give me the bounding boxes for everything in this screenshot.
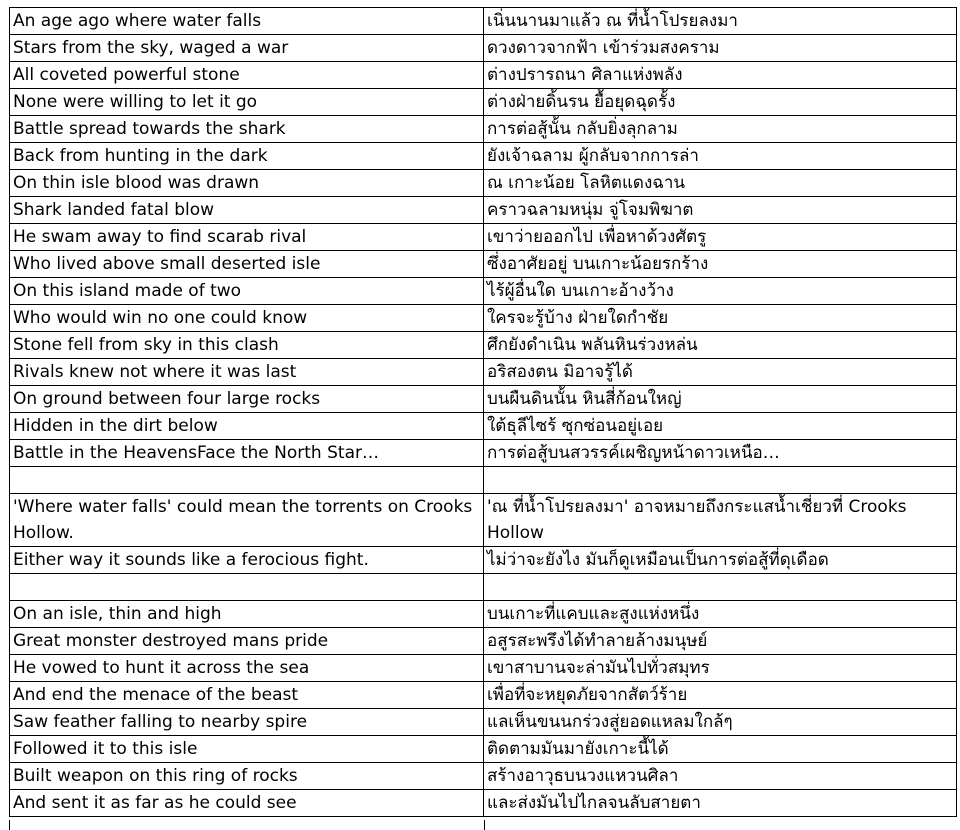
english-cell[interactable]: Saw feather falling to nearby spire — [10, 709, 484, 736]
english-cell[interactable]: An age ago where water falls — [10, 8, 484, 35]
table-row — [10, 628, 957, 655]
thai-cell[interactable]: เพื่อที่จะหยุดภัยจากสัตว์ร้าย — [484, 682, 957, 709]
english-cell[interactable]: All coveted powerful stone — [10, 62, 484, 89]
table-row — [10, 197, 957, 224]
english-cell[interactable]: Hidden in the dirt below — [10, 413, 484, 440]
english-cell[interactable]: On ground between four large rocks — [10, 386, 484, 413]
english-cell[interactable]: 'Where water falls' could mean the torrents on Crooks Hollow. — [10, 494, 484, 547]
table-row — [10, 35, 957, 62]
english-cell[interactable]: Stone fell from sky in this clash — [10, 332, 484, 359]
thai-cell[interactable]: ต่างปรารถนา ศิลาแห่งพลัง — [484, 62, 957, 89]
table-row — [10, 305, 957, 332]
thai-cell[interactable] — [484, 467, 957, 494]
english-cell[interactable] — [10, 467, 484, 494]
thai-cell[interactable]: ต่างฝ่ายดิ้นรน ยื้อยุดฉุดรั้ง — [484, 89, 957, 116]
column-divider — [484, 820, 485, 830]
table-row — [10, 386, 957, 413]
thai-cell[interactable]: เขาว่ายออกไป เพื่อหาด้วงศัตรู — [484, 224, 957, 251]
table-row — [10, 736, 957, 763]
english-cell[interactable]: Who lived above small deserted isle — [10, 251, 484, 278]
english-cell[interactable]: Built weapon on this ring of rocks — [10, 763, 484, 790]
table-row — [10, 547, 957, 574]
thai-cell[interactable]: ศึกยังดำเนิน พลันหินร่วงหล่น — [484, 332, 957, 359]
thai-cell[interactable]: อริสองตน มิอาจรู้ได้ — [484, 359, 957, 386]
english-cell[interactable]: He swam away to find scarab rival — [10, 224, 484, 251]
thai-cell[interactable]: ไร้ผู้อื่นใด บนเกาะอ้างว้าง — [484, 278, 957, 305]
thai-cell[interactable]: ไม่ว่าจะยังไง มันก็ดูเหมือนเป็นการต่อสู้ที่ดุเดือด — [484, 547, 957, 574]
table-row — [10, 790, 957, 817]
thai-cell[interactable]: คราวฉลามหนุ่ม จู่โจมพิฆาต — [484, 197, 957, 224]
english-cell[interactable]: Followed it to this isle — [10, 736, 484, 763]
thai-cell[interactable] — [484, 574, 957, 601]
english-cell[interactable]: Battle in the HeavensFace the North Star… — [10, 440, 484, 467]
table-row — [10, 413, 957, 440]
thai-cell[interactable]: และส่งมันไปไกลจนลับสายตา — [484, 790, 957, 817]
spreadsheet — [9, 7, 956, 817]
table-row — [10, 332, 957, 359]
english-cell[interactable]: Shark landed fatal blow — [10, 197, 484, 224]
thai-cell[interactable]: อสูรสะพรึงได้ทำลายล้างมนุษย์ — [484, 628, 957, 655]
thai-cell[interactable]: ยังเจ้าฉลาม ผู้กลับจากการล่า — [484, 143, 957, 170]
table-row — [10, 709, 957, 736]
table-row — [10, 763, 957, 790]
thai-cell[interactable]: การต่อสู้บนสวรรค์เผชิญหน้าดาวเหนือ… — [484, 440, 957, 467]
thai-cell[interactable]: บนผืนดินนั้น หินสี่ก้อนใหญ่ — [484, 386, 957, 413]
thai-cell[interactable]: ซึ่งอาศัยอยู่ บนเกาะน้อยรกร้าง — [484, 251, 957, 278]
table-row — [10, 116, 957, 143]
english-cell[interactable]: On an isle, thin and high — [10, 601, 484, 628]
english-cell[interactable] — [10, 574, 484, 601]
thai-cell[interactable]: ติดตามมันมายังเกาะนี้ได้ — [484, 736, 957, 763]
english-cell[interactable]: Who would win no one could know — [10, 305, 484, 332]
thai-cell[interactable]: 'ณ ที่น้ำโปรยลงมา' อาจหมายถึงกระแสน้ำเชี่ยวที่ Crooks Hollow — [484, 494, 957, 547]
thai-cell[interactable]: ดวงดาวจากฟ้า เข้าร่วมสงคราม — [484, 35, 957, 62]
english-cell[interactable]: None were willing to let it go — [10, 89, 484, 116]
table-row — [10, 278, 957, 305]
table-row — [10, 494, 957, 547]
english-cell[interactable]: Rivals knew not where it was last — [10, 359, 484, 386]
translation-table-body — [10, 8, 957, 817]
thai-cell[interactable]: แลเห็นขนนกร่วงสู่ยอดแหลมใกล้ๆ — [484, 709, 957, 736]
table-row — [10, 682, 957, 709]
english-cell[interactable]: On thin isle blood was drawn — [10, 170, 484, 197]
english-cell[interactable]: And end the menace of the beast — [10, 682, 484, 709]
english-cell[interactable]: Stars from the sky, waged a war — [10, 35, 484, 62]
table-row — [10, 143, 957, 170]
table-row — [10, 89, 957, 116]
english-cell[interactable]: Either way it sounds like a ferocious fight. — [10, 547, 484, 574]
table-row — [10, 574, 957, 601]
thai-cell[interactable]: เนิ่นนานมาแล้ว ณ ที่น้ำโปรยลงมา — [484, 8, 957, 35]
table-row — [10, 467, 957, 494]
english-cell[interactable]: Battle spread towards the shark — [10, 116, 484, 143]
partial-next-row — [9, 820, 957, 830]
english-cell[interactable]: And sent it as far as he could see — [10, 790, 484, 817]
thai-cell[interactable]: เขาสาบานจะล่ามันไปทั่วสมุทร — [484, 655, 957, 682]
table-row — [10, 655, 957, 682]
thai-cell[interactable]: ใต้ธุลีไซร้ ซุกซ่อนอยู่เอย — [484, 413, 957, 440]
table-row — [10, 8, 957, 35]
thai-cell[interactable]: ณ เกาะน้อย โลหิตแดงฉาน — [484, 170, 957, 197]
table-row — [10, 251, 957, 278]
thai-cell[interactable]: สร้างอาวุธบนวงแหวนศิลา — [484, 763, 957, 790]
table-row — [10, 224, 957, 251]
table-row — [10, 601, 957, 628]
thai-cell[interactable]: ใครจะรู้บ้าง ฝ่ายใดกำชัย — [484, 305, 957, 332]
english-cell[interactable]: Back from hunting in the dark — [10, 143, 484, 170]
english-cell[interactable]: On this island made of two — [10, 278, 484, 305]
table-row — [10, 170, 957, 197]
thai-cell[interactable]: การต่อสู้นั้น กลับยิ่งลุกลาม — [484, 116, 957, 143]
english-cell[interactable]: He vowed to hunt it across the sea — [10, 655, 484, 682]
table-row — [10, 62, 957, 89]
translation-table — [9, 7, 957, 817]
english-cell[interactable]: Great monster destroyed mans pride — [10, 628, 484, 655]
table-row — [10, 359, 957, 386]
thai-cell[interactable]: บนเกาะที่แคบและสูงแห่งหนึ่ง — [484, 601, 957, 628]
table-row — [10, 440, 957, 467]
